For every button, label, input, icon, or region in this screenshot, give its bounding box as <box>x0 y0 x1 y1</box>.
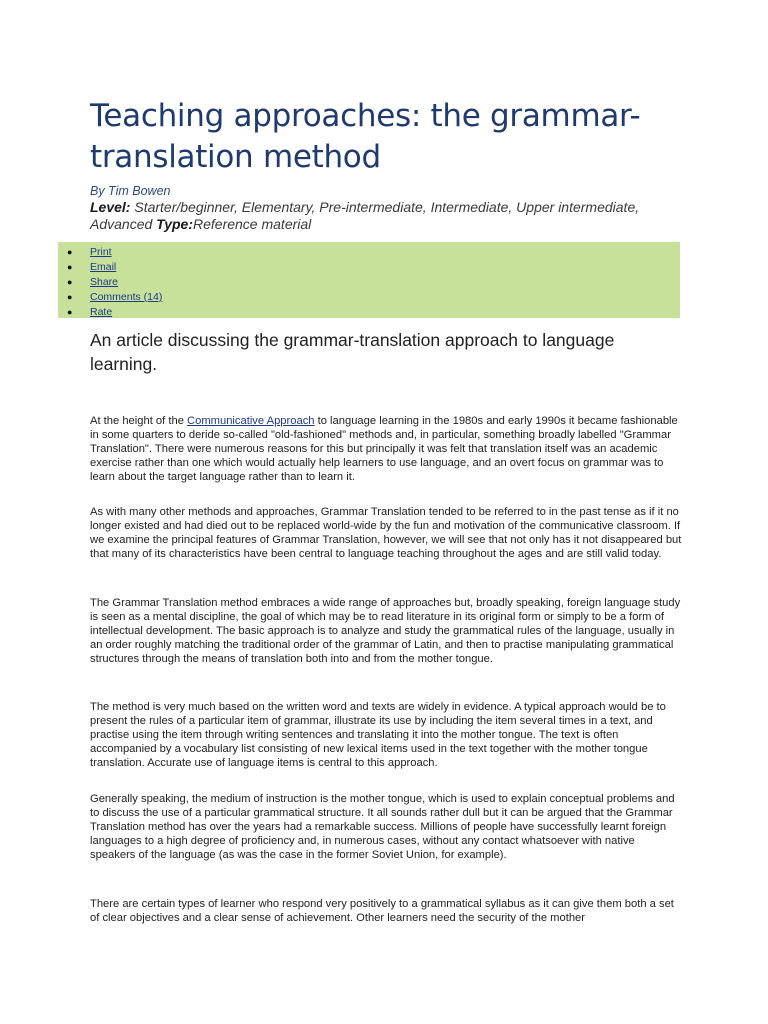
print-link[interactable]: Print <box>90 246 112 258</box>
type-value: Reference material <box>193 216 312 232</box>
article-summary: An article discussing the grammar-translation approach to language learning. <box>90 330 615 374</box>
author-byline: By Tim Bowen <box>90 184 171 198</box>
level-value: Starter/beginner, Elementary, Pre-intermediate, Intermediate, Upper intermediate, Advanced <box>90 199 640 232</box>
paragraph-3: The Grammar Translation method embraces a wide range of approaches but, broadly speaking, foreign language study is seen as a mental discipline, the goal of which may be to read literature in its original form or simply to be a form of intellectual development. The basic approach is to analyze and study the grammatical rules of the language, usually in an order roughly matching the traditional order of the grammar of Latin, and then to practise manipulating grammatical structures through the means of translation both into and from the mother tongue. <box>90 597 681 665</box>
article-tools-bar <box>58 242 680 318</box>
bullet-icon: ● <box>67 247 73 257</box>
email-link[interactable]: Email <box>90 261 117 273</box>
paragraph-6: There are certain types of learner who respond very positively to a grammatical syllabus as it can give them both a set of clear objectives and a clear sense of achievement. Other learners need the security of the mother <box>90 898 674 924</box>
share-link[interactable]: Share <box>90 276 119 288</box>
bullet-icon: ● <box>67 262 73 272</box>
rate-link[interactable]: Rate <box>90 306 113 318</box>
bullet-icon: ● <box>67 292 73 302</box>
article-meta <box>90 199 670 233</box>
paragraph-text: to language learning in the 1980s and early 1990s it became fashionable in some quarters to deride so-called "old-fashioned" methods and, in particular, something broadly labelled "Grammar Translation". There were numerous reasons for this but principally it was felt that translation itself was an academic exercise rather than one which would actually help learners to use language, and an overt focus on grammar was to learn about the target language rather than to learn it. <box>90 415 678 483</box>
comments-link[interactable]: Comments (14) <box>90 291 163 303</box>
article-title: Teaching approaches: the grammar-translation method <box>90 98 641 175</box>
paragraph-4: The method is very much based on the written word and texts are widely in evidence. A typical approach would be to present the rules of a particular item of grammar, illustrate its use by including the item several times in a text, and practise using the item through writing sentences and translating it into the mother tongue. The text is often accompanied by a vocabulary list consisting of new lexical items used in the text together with the mother tongue translation. Accurate use of language items is central to this approach. <box>90 701 666 769</box>
bullet-icon: ● <box>67 307 73 317</box>
paragraph-text: At the height of the <box>90 415 188 427</box>
paragraph-2: As with many other methods and approaches, Grammar Translation tended to be referred to in the past tense as if it no longer existed and had died out to be replaced world-wide by the fun and motivation of the communicative classroom. If we examine the principal features of Grammar Translation, however, we will see that not only has it not disappeared but that many of its characteristics have been central to language teaching throughout the ages and are still valid today. <box>90 506 682 560</box>
paragraph-1 <box>90 414 682 484</box>
type-label: Type: <box>156 216 193 232</box>
communicative-approach-link[interactable]: Communicative Approach <box>187 415 315 427</box>
paragraph-5: Generally speaking, the medium of instruction is the mother tongue, which is used to explain conceptual problems and to discuss the use of a particular grammatical structure. It all sounds rather dull but it can be argued that the Grammar Translation method has over the years had a remarkable success. Millions of people have successfully learnt foreign languages to a high degree of proficiency and, in numerous cases, without any contact whatsoever with native speakers of the language (as was the case in the former Soviet Union, for example). <box>90 793 675 861</box>
bullet-icon: ● <box>67 277 73 287</box>
level-label: Level: <box>90 199 131 215</box>
